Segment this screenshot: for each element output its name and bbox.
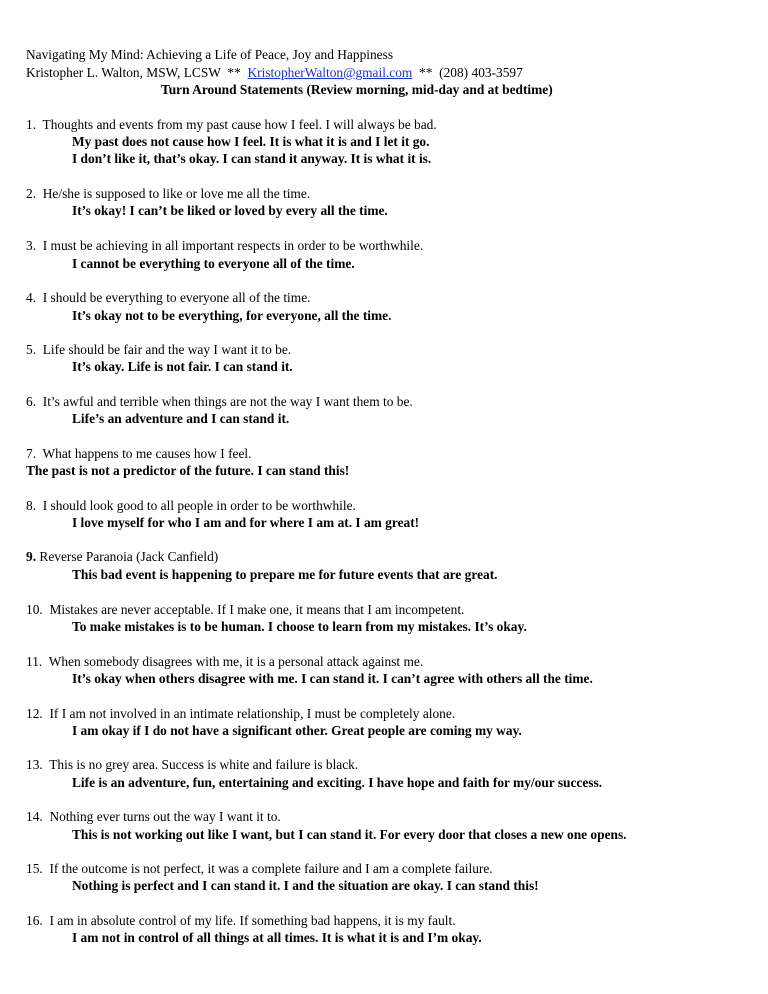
item-number: 15. bbox=[26, 861, 43, 876]
statement-text: I should look good to all people in order to be worthwhile. bbox=[42, 498, 356, 513]
item-number: 14. bbox=[26, 809, 43, 824]
page-subtitle: Turn Around Statements (Review morning, mid-day and at bedtime) bbox=[161, 82, 553, 97]
turnaround-response: I don’t like it, that’s okay. I can stand it anyway. It is what it is. bbox=[72, 151, 432, 166]
turnaround-response: It’s okay not to be everything, for everyone, all the time. bbox=[72, 308, 392, 323]
item-number: 7. bbox=[26, 446, 37, 461]
turnaround-response: I love myself for who I am and for where I am at. I am great! bbox=[72, 515, 420, 530]
author-name: Kristopher L. Walton, MSW, LCSW bbox=[26, 65, 221, 80]
statement-text: It’s awful and terrible when things are not the way I want them to be. bbox=[42, 394, 413, 409]
list-item-statement bbox=[26, 860, 493, 877]
separator: ** bbox=[227, 65, 241, 80]
separator: ** bbox=[419, 65, 433, 80]
list-item-statement bbox=[26, 705, 455, 722]
item-number: 9. bbox=[26, 549, 37, 564]
statement-text: I am in absolute control of my life. If something bad happens, it is my fault. bbox=[49, 913, 456, 928]
turnaround-response: I am okay if I do not have a significant other. Great people are coming my way. bbox=[72, 723, 522, 738]
item-number: 5. bbox=[26, 342, 37, 357]
list-item-statement bbox=[26, 341, 291, 358]
list-item-statement bbox=[26, 289, 310, 306]
statement-text: I should be everything to everyone all of the time. bbox=[42, 290, 311, 305]
item-number: 2. bbox=[26, 186, 37, 201]
list-item-statement bbox=[26, 116, 437, 133]
statement-text: Mistakes are never acceptable. If I make one, it means that I am incompetent. bbox=[49, 602, 465, 617]
item-number: 10. bbox=[26, 602, 43, 617]
list-item-statement bbox=[26, 756, 358, 773]
statement-text: What happens to me causes how I feel. bbox=[42, 446, 252, 461]
turnaround-response: This bad event is happening to prepare me for future events that are great. bbox=[72, 567, 498, 582]
list-item-statement bbox=[26, 653, 423, 670]
list-item-statement bbox=[26, 237, 423, 254]
turnaround-response: Nothing is perfect and I can stand it. I and the situation are okay. I can stand this! bbox=[72, 878, 539, 893]
email-link[interactable]: KristopherWalton@gmail.com bbox=[247, 65, 413, 80]
item-number: 16. bbox=[26, 913, 43, 928]
item-number: 3. bbox=[26, 238, 37, 253]
list-item-statement bbox=[26, 601, 464, 618]
item-number: 8. bbox=[26, 498, 37, 513]
statement-text: Reverse Paranoia (Jack Canfield) bbox=[39, 549, 219, 564]
list-item-statement bbox=[26, 808, 281, 825]
item-number: 1. bbox=[26, 117, 37, 132]
statement-text: Thoughts and events from my past cause how I feel. I will always be bad. bbox=[42, 117, 437, 132]
turnaround-response: It’s okay. Life is not fair. I can stand it. bbox=[72, 359, 293, 374]
list-item-statement bbox=[26, 445, 251, 462]
phone-number: (208) 403-3597 bbox=[439, 65, 523, 80]
statement-text: If I am not involved in an intimate relationship, I must be completely alone. bbox=[49, 706, 456, 721]
statement-text: If the outcome is not perfect, it was a complete failure and I am a complete failure. bbox=[49, 861, 493, 876]
item-number: 6. bbox=[26, 394, 37, 409]
turnaround-response: I am not in control of all things at all times. It is what it is and I’m okay. bbox=[72, 930, 482, 945]
list-item-statement bbox=[26, 393, 413, 410]
author-line bbox=[26, 64, 523, 81]
list-item-statement bbox=[26, 548, 218, 565]
item-number: 12. bbox=[26, 706, 43, 721]
statement-text: This is no grey area. Success is white and failure is black. bbox=[49, 757, 359, 772]
statement-text: When somebody disagrees with me, it is a personal attack against me. bbox=[48, 654, 424, 669]
turnaround-response: Life’s an adventure and I can stand it. bbox=[72, 411, 290, 426]
turnaround-response: This is not working out like I want, but I can stand it. For every door that closes a new one opens. bbox=[72, 827, 627, 842]
item-number: 11. bbox=[26, 654, 43, 669]
statement-text: Life should be fair and the way I want it to be. bbox=[42, 342, 292, 357]
turnaround-response: The past is not a predictor of the future. I can stand this! bbox=[26, 463, 350, 478]
statement-text: Nothing ever turns out the way I want it to. bbox=[49, 809, 281, 824]
turnaround-response: Life is an adventure, fun, entertaining and exciting. I have hope and faith for my/our success. bbox=[72, 775, 603, 790]
statement-text: I must be achieving in all important respects in order to be worthwhile. bbox=[42, 238, 424, 253]
document-title: Navigating My Mind: Achieving a Life of Peace, Joy and Happiness bbox=[26, 47, 394, 62]
turnaround-response: I cannot be everything to everyone all of the time. bbox=[72, 256, 355, 271]
item-number: 4. bbox=[26, 290, 37, 305]
turnaround-response: To make mistakes is to be human. I choose to learn from my mistakes. It’s okay. bbox=[72, 619, 527, 634]
list-item-statement bbox=[26, 185, 310, 202]
turnaround-response: It’s okay! I can’t be liked or loved by every all the time. bbox=[72, 203, 388, 218]
item-number: 13. bbox=[26, 757, 43, 772]
list-item-statement bbox=[26, 497, 356, 514]
list-item-statement bbox=[26, 912, 456, 929]
turnaround-response: My past does not cause how I feel. It is what it is and I let it go. bbox=[72, 134, 430, 149]
turnaround-response: It’s okay when others disagree with me. I can stand it. I can’t agree with others all the time. bbox=[72, 671, 593, 686]
statement-text: He/she is supposed to like or love me all the time. bbox=[42, 186, 311, 201]
